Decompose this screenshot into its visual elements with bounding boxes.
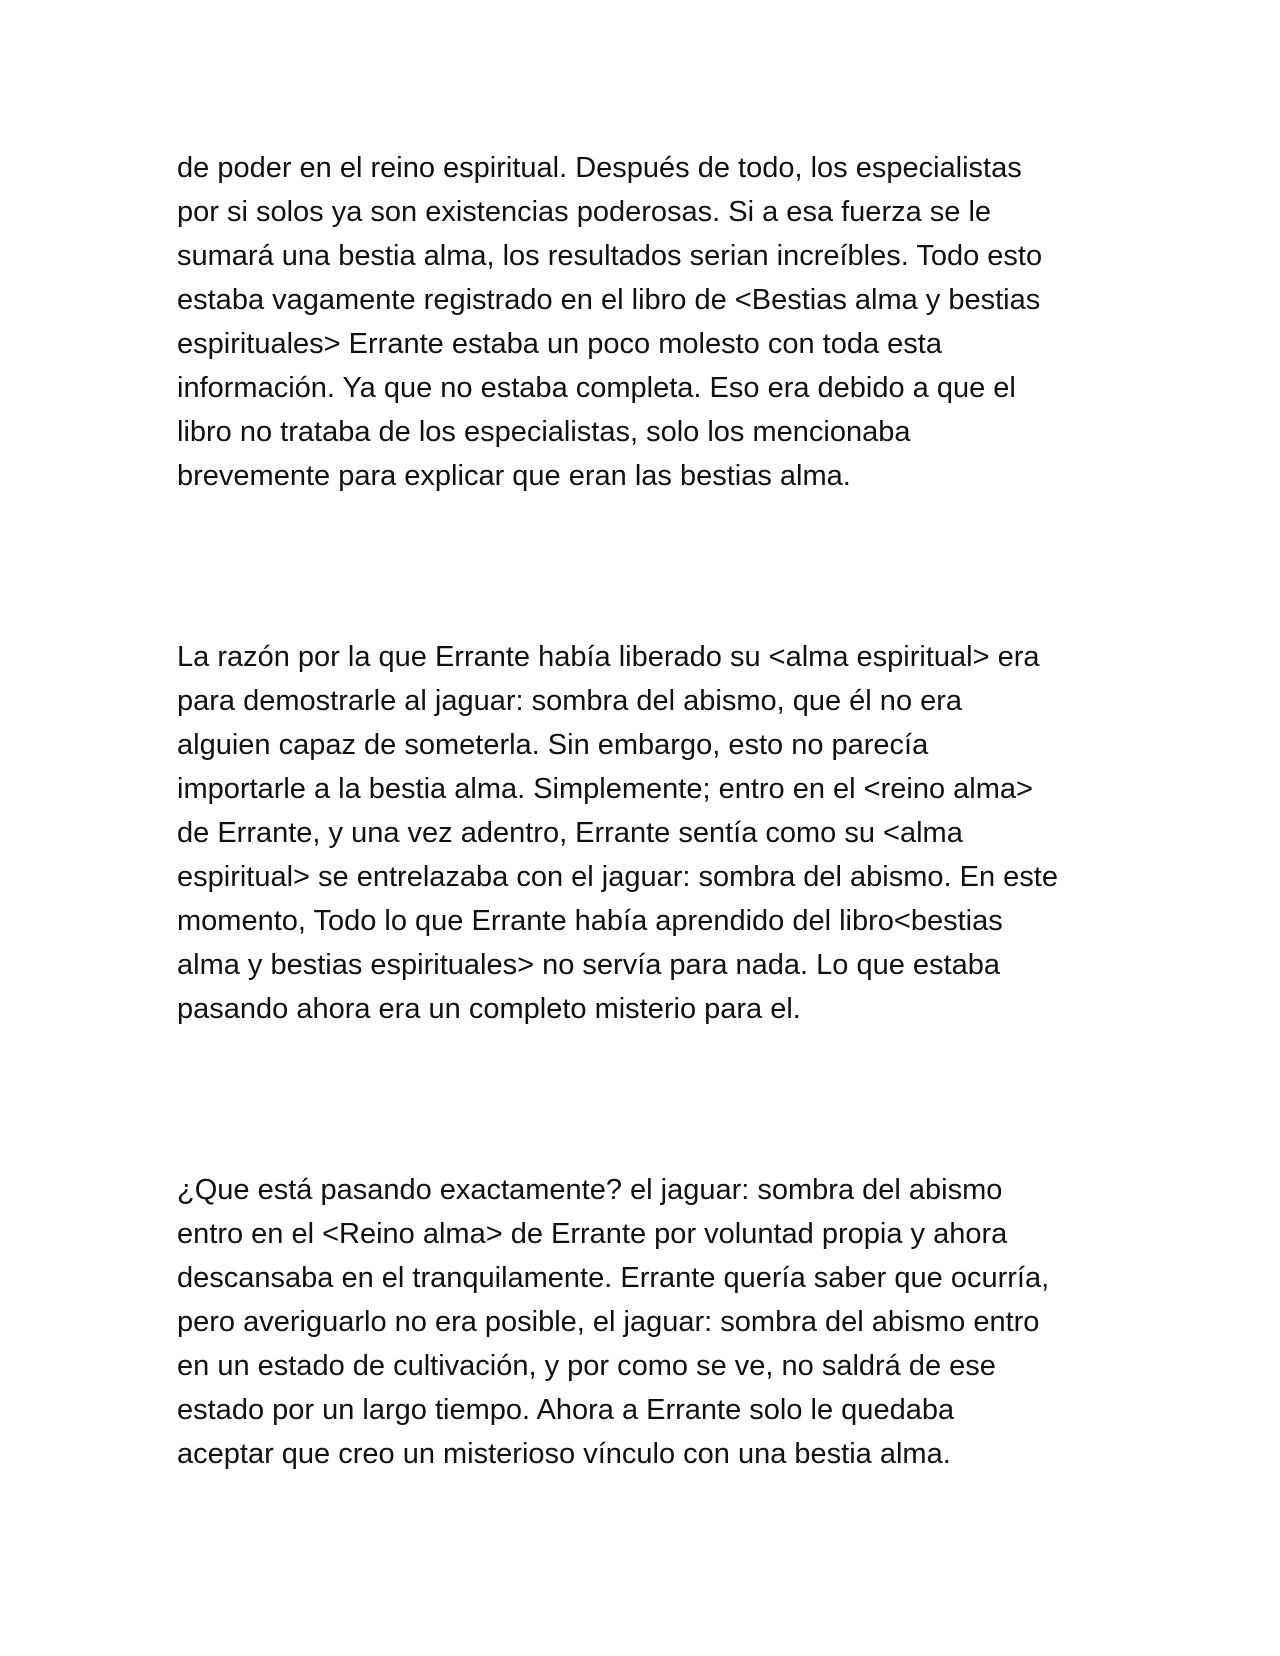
text-line: pero averiguarlo no era posible, el jaguar: sombra del abismo entro [177,1306,1040,1338]
text-line: alguien capaz de someterla. Sin embargo, esto no parecía [177,729,929,761]
paragraph-2 [177,635,1117,1031]
text-line: libro no trataba de los especialistas, solo los mencionaba [177,416,911,448]
text-line: espiritual> se entrelazaba con el jaguar: sombra del abismo. En este [177,861,1058,893]
text-line: sumará una bestia alma, los resultados serian increíbles. Todo esto [177,240,1043,272]
text-line: momento, Todo lo que Errante había aprendido del libro<bestias [177,905,1003,937]
text-line: por si solos ya son existencias poderosas. Si a esa fuerza se le [177,196,992,228]
text-line: alma y bestias espirituales> no servía para nada. Lo que estaba [177,949,1000,981]
paragraph-1 [177,146,1117,498]
text-line: estado por un largo tiempo. Ahora a Errante solo le quedaba [177,1394,955,1426]
text-line: brevemente para explicar que eran las bestias alma. [177,460,851,492]
text-line: ¿Que está pasando exactamente? el jaguar: sombra del abismo [177,1174,1003,1206]
text-line: de poder en el reino espiritual. Después de todo, los especialistas [177,152,1022,184]
text-line: espirituales> Errante estaba un poco molesto con toda esta [177,328,942,360]
text-line: La razón por la que Errante había liberado su <alma espiritual> era [177,641,1040,673]
text-line: aceptar que creo un misterioso vínculo con una bestia alma. [177,1438,951,1470]
text-line: entro en el <Reino alma> de Errante por voluntad propia y ahora [177,1218,1008,1250]
text-line: de Errante, y una vez adentro, Errante sentía como su <alma [177,817,963,849]
text-line: descansaba en el tranquilamente. Errante quería saber que ocurría, [177,1262,1050,1294]
text-line: importarle a la bestia alma. Simplemente; entro en el <reino alma> [177,773,1033,805]
text-line: en un estado de cultivación, y por como se ve, no saldrá de ese [177,1350,996,1382]
text-line: pasando ahora era un completo misterio para el. [177,993,801,1025]
text-line: para demostrarle al jaguar: sombra del abismo, que él no era [177,685,963,717]
text-line: información. Ya que no estaba completa. Eso era debido a que el [177,372,1016,404]
paragraph-3 [177,1168,1117,1476]
text-line: estaba vagamente registrado en el libro de <Bestias alma y bestias [177,284,1041,316]
